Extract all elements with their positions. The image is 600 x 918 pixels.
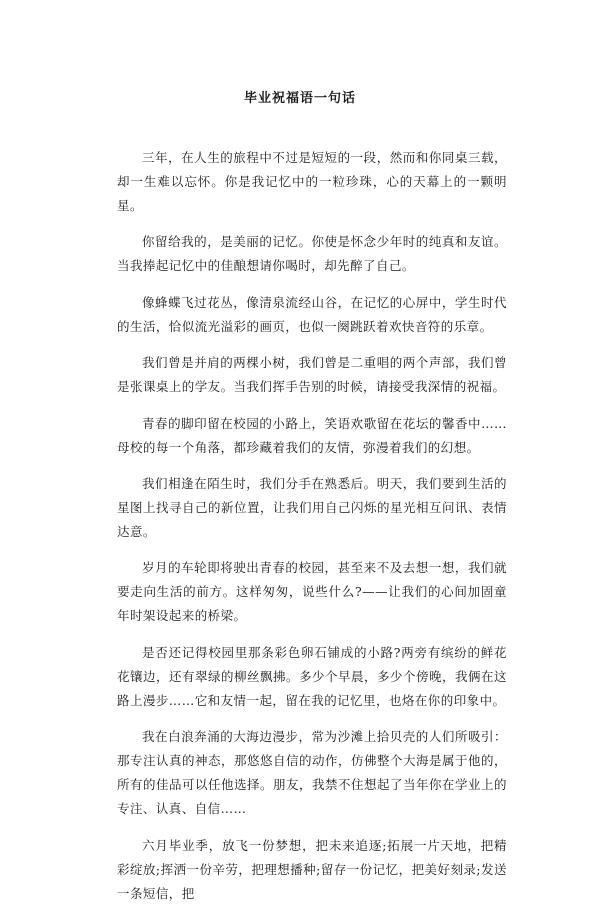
paragraph: 三年，在人生的旅程中不过是短短的一段，然而和你同桌三载，却一生难以忘怀。你是我记忆中的一粒珍珠，心的天幕上的一颗明星。 xyxy=(117,150,507,213)
paragraph: 你留给我的，是美丽的记忆。你使是怀念少年时的纯真和友谊。当我捧起记忆中的佳酿想请你喝时，却先醉了自己。 xyxy=(117,234,507,274)
paragraph: 六月毕业季，放飞一份梦想，把未来追逐;拓展一片天地，把精彩绽放;挥洒一份辛劳，把理想播种;留存一份记忆，把美好刻录;发送一条短信，把 xyxy=(117,837,507,901)
paragraph: 我们曾是并肩的两棵小树，我们曾是二重唱的两个声部，我们曾是张课桌上的学友。当我们挥手告别的时候，请接受我深情的祝福。 xyxy=(117,355,507,395)
paragraph: 像蜂蝶飞过花丛，像清泉流经山谷，在记忆的心屏中，学生时代的生活，恰似流光溢彩的画页，也似一阕跳跃着欢快音符的乐章。 xyxy=(117,294,507,334)
paragraph: 是否还记得校园里那条彩色卵石铺成的小路?两旁有缤纷的鲜花花镶边，还有翠绿的柳丝飘拂。多少个早晨，多少个傍晚，我俩在这路上漫步……它和友情一起，留在我的记忆里，也烙在你的印象中。 xyxy=(117,644,507,708)
paragraph: 岁月的车轮即将驶出青春的校园，甚至来不及去想一想，我们就要走向生活的前方。这样匆匆，说些什么?——让我们的心间加固童年时架设起来的桥梁。 xyxy=(117,560,507,624)
document-title: 毕业祝福语一句话 xyxy=(243,91,356,106)
paragraph: 我们相逢在陌生时，我们分手在熟悉后。明天，我们要到生活的星图上找寻自己的新位置，让我们用自己闪烁的星光相互问讯、表情达意。 xyxy=(117,475,507,539)
document-body xyxy=(117,146,507,918)
paragraph: 青春的脚印留在校园的小路上，笑语欢歌留在花坛的馨香中……母校的每一个角落，都珍藏着我们的友情，弥漫着我们的幻想。 xyxy=(117,415,507,455)
paragraph: 我在白浪奔涌的大海边漫步，常为沙滩上拾贝壳的人们所吸引：那专注认真的神态，那悠悠自信的动作，仿佛整个大海是属于他的，所有的佳品可以任他选择。朋友，我禁不住想起了当年你在学业上的专注、认真、自信…… xyxy=(117,729,507,817)
